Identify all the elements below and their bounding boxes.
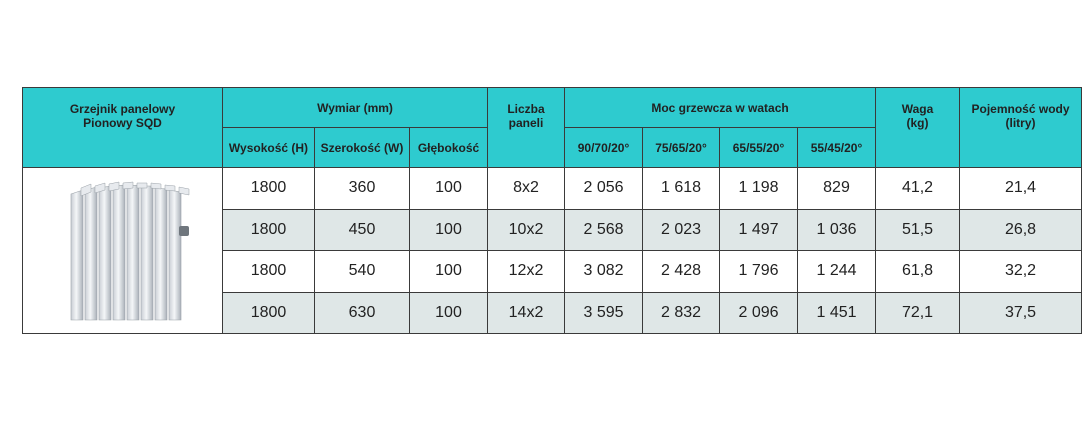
- panels-cell: 14x2: [488, 292, 565, 334]
- height-cell: 1800: [223, 168, 315, 210]
- power-cell-1: 3 595: [565, 292, 643, 334]
- power-cell-4: 1 451: [798, 292, 876, 334]
- power-cell-1: 2 056: [565, 168, 643, 210]
- power-cell-4: 1 036: [798, 209, 876, 251]
- water-cell: 32,2: [960, 251, 1082, 293]
- width-cell: 630: [315, 292, 410, 334]
- water-header-line2: (litry): [1005, 116, 1036, 130]
- power-col-header-2: 75/65/20°: [643, 128, 720, 168]
- width-col-header: Szerokość (W): [315, 128, 410, 168]
- weight-cell: 41,2: [876, 168, 960, 210]
- model-header: [23, 88, 223, 168]
- depth-cell: 100: [410, 209, 488, 251]
- power-cell-3: 1 198: [720, 168, 798, 210]
- weight-header: [876, 88, 960, 168]
- width-cell: 540: [315, 251, 410, 293]
- dimension-group-header: Wymiar (mm): [223, 88, 488, 128]
- power-cell-3: 1 497: [720, 209, 798, 251]
- depth-cell: 100: [410, 292, 488, 334]
- water-cell: 21,4: [960, 168, 1082, 210]
- water-cell: 37,5: [960, 292, 1082, 334]
- product-image-cell: [23, 168, 223, 334]
- vertical-panel-radiator-icon: [23, 168, 223, 328]
- panels-cell: 8x2: [488, 168, 565, 210]
- weight-header-line1: Waga: [901, 102, 934, 116]
- power-cell-2: 2 428: [643, 251, 720, 293]
- power-col-header-1: 90/70/20°: [565, 128, 643, 168]
- water-header: [960, 88, 1082, 168]
- panels-header: [488, 88, 565, 168]
- power-cell-2: 2 023: [643, 209, 720, 251]
- height-cell: 1800: [223, 209, 315, 251]
- power-cell-2: 1 618: [643, 168, 720, 210]
- power-cell-3: 1 796: [720, 251, 798, 293]
- power-group-header: Moc grzewcza w watach: [565, 88, 876, 128]
- depth-cell: 100: [410, 168, 488, 210]
- height-cell: 1800: [223, 292, 315, 334]
- depth-cell: 100: [410, 251, 488, 293]
- width-cell: 360: [315, 168, 410, 210]
- weight-cell: 72,1: [876, 292, 960, 334]
- model-header-line2: Pionowy SQD: [83, 116, 162, 130]
- radiator-spec-table: [22, 87, 1082, 334]
- power-cell-1: 3 082: [565, 251, 643, 293]
- panels-cell: 12x2: [488, 251, 565, 293]
- model-header-line1: Grzejnik panelowy: [69, 102, 176, 116]
- depth-col-header: Głębokość: [410, 128, 488, 168]
- panels-header-line2: paneli: [508, 116, 544, 130]
- weight-cell: 51,5: [876, 209, 960, 251]
- height-cell: 1800: [223, 251, 315, 293]
- water-header-line1: Pojemność wody: [971, 102, 1070, 116]
- width-cell: 450: [315, 209, 410, 251]
- panels-header-line1: Liczba: [507, 102, 545, 116]
- power-col-header-3: 65/55/20°: [720, 128, 798, 168]
- power-col-header-4: 55/45/20°: [798, 128, 876, 168]
- panels-cell: 10x2: [488, 209, 565, 251]
- power-cell-4: 1 244: [798, 251, 876, 293]
- height-col-header: Wysokość (H): [223, 128, 315, 168]
- weight-cell: 61,8: [876, 251, 960, 293]
- power-cell-4: 829: [798, 168, 876, 210]
- power-cell-3: 2 096: [720, 292, 798, 334]
- table-row: [23, 168, 1082, 210]
- weight-header-line2: (kg): [906, 116, 929, 130]
- power-cell-2: 2 832: [643, 292, 720, 334]
- water-cell: 26,8: [960, 209, 1082, 251]
- power-cell-1: 2 568: [565, 209, 643, 251]
